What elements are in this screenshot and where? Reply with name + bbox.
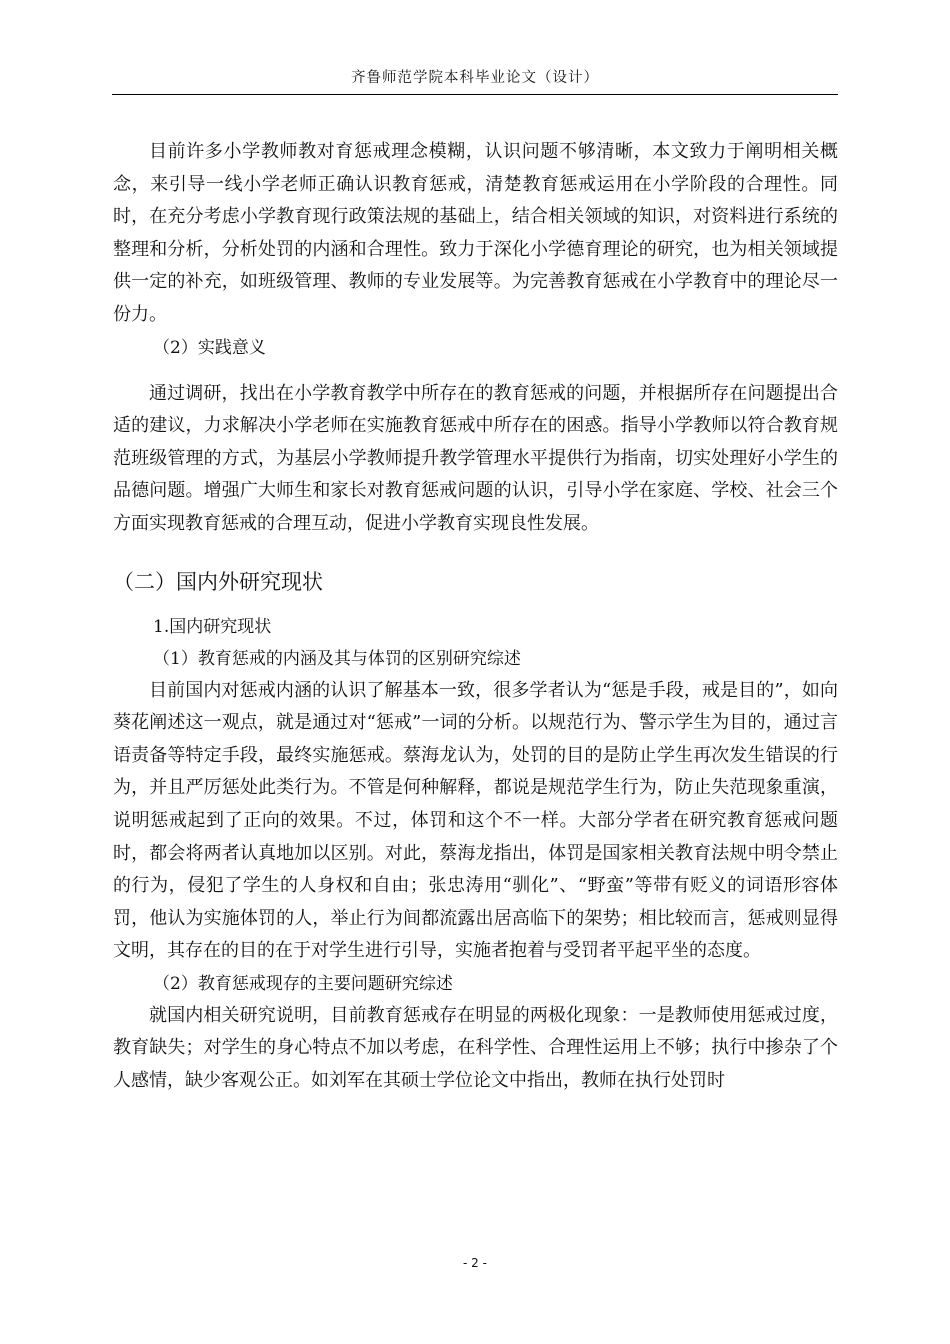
paragraph-connotation: 目前国内对惩戒内涵的认识了解基本一致，很多学者认为“惩是手段，戒是目的”，如向葵花阐述这一观点，就是通过对“惩戒”一词的分析。以规范行为、警示学生为目的，通过言语责备等特定手段，最终实施惩戒。蔡海龙认为，处罚的目的是防止学生再次发生错误的行为，并且严厉惩处此类行为。不管是何种解释，都说是规范学生行为，防止失范现象重演，说明惩戒起到了正向的效果。不过，体罚和这个不一样。大部分学者在研究教育惩戒问题时，都会将两者认真地加以区别。对此，蔡海龙指出，体罚是国家相关教育法规中明令禁止的行为，侵犯了学生的人身权和自由；张忠涛用“驯化”、“野蛮”等带有贬义的词语形容体罚，他认为实施体罚的人，举止行为间都流露出居高临下的架势；相比较而言，惩戒则显得文明，其存在的目的在于对学生进行引导，实施者抱着与受罚者平起平坐的态度。 — [113, 679, 838, 962]
page-content — [113, 136, 838, 1098]
subheading-problems: （2）教育惩戒现存的主要问题研究综述 — [153, 973, 453, 994]
page-number: - 2 - — [463, 1256, 487, 1270]
paragraph-practical-significance: 通过调研，找出在小学教育教学中所存在的教育惩戒的问题，并根据所存在问题提出合适的建议，力求解决小学老师在实施教育惩戒中所存在的困惑。指导小学教师以符合教育规范班级管理的方式，为基层小学教师提升教学管理水平提供行为指南，切实处理好小学生的品德问题。增强广大师生和家长对教育惩戒问题的认识，引导小学在家庭、学校、社会三个方面实现教育惩戒的合理互动，促进小学教育实现良性发展。 — [113, 382, 838, 534]
subheading-connotation: （1）教育惩戒的内涵及其与体罚的区别研究综述 — [153, 648, 521, 669]
running-header: 齐鲁师范学院本科毕业论文（设计） — [351, 70, 599, 86]
header-divider — [112, 94, 838, 95]
section-heading-research-status: （二）国内外研究现状 — [113, 569, 323, 594]
paragraph-theoretical-significance: 目前许多小学教师教对育惩戒理念模糊，认识问题不够清晰，本文致力于阐明相关概念，来引导一线小学老师正确认识教育惩戒，清楚教育惩戒运用在小学阶段的合理性。同时，在充分考虑小学教育现行政策法规的基础上，结合相关领域的知识，对资料进行系统的整理和分析，分析处罚的内涵和合理性。致力于深化小学德育理论的研究，也为相关领域提供一定的补充，如班级管理、教师的专业发展等。为完善教育惩戒在小学教育中的理论尽一份力。 — [113, 141, 838, 325]
subheading-practical-significance: （2）实践意义 — [153, 337, 266, 358]
subheading-domestic-status: 1.国内研究现状 — [153, 616, 272, 637]
paragraph-problems: 就国内相关研究说明，目前教育惩戒存在明显的两极化现象：一是教师使用惩戒过度，教育缺失；对学生的身心特点不加以考虑，在科学性、合理性运用上不够；执行中掺杂了个人感情，缺少客观公正。如刘军在其硕士学位论文中指出，教师在执行处罚时 — [113, 1004, 838, 1092]
